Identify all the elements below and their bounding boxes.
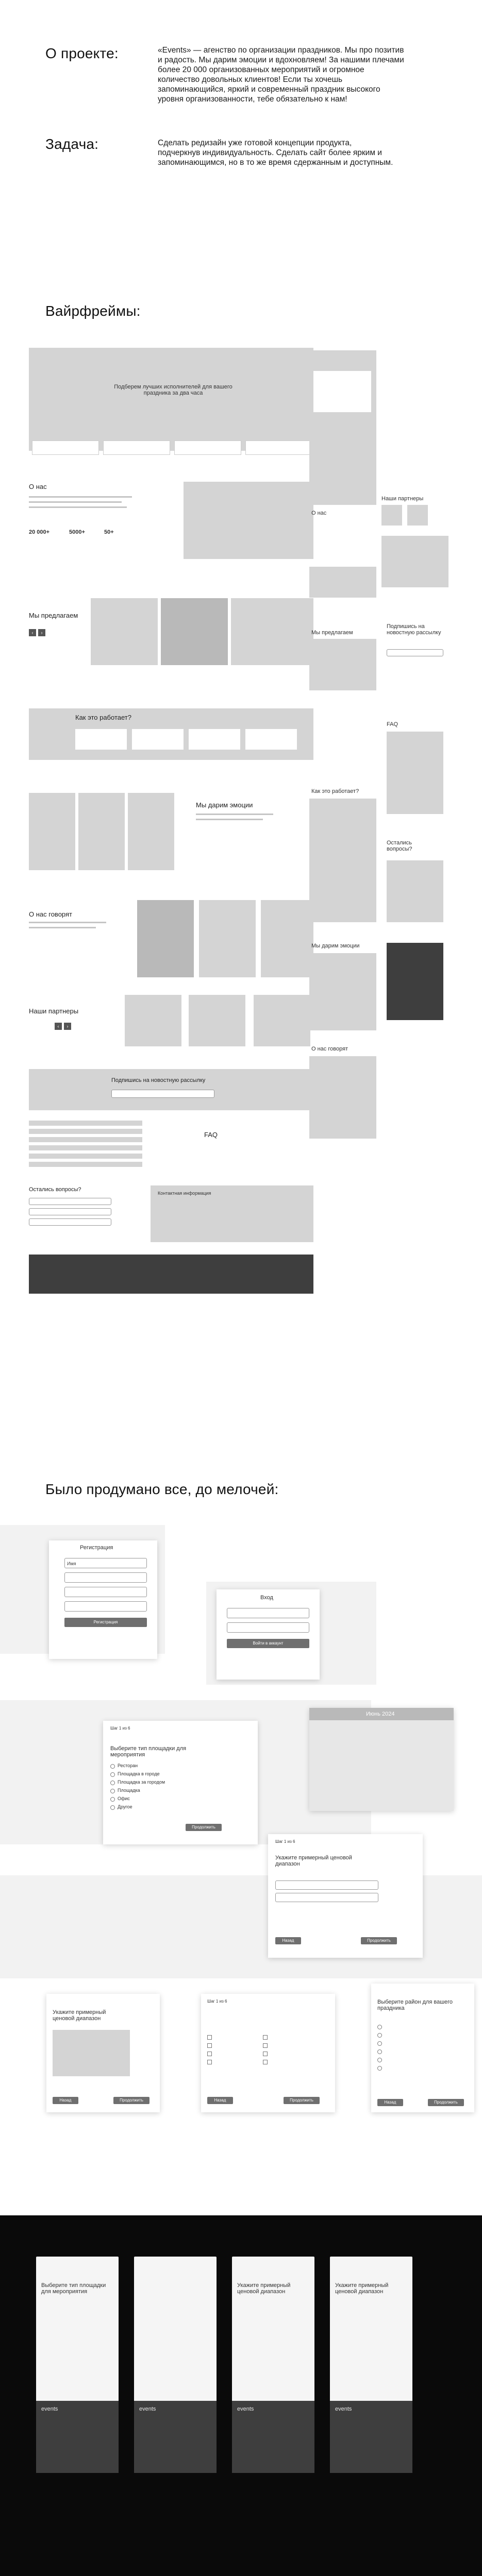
area-back[interactable]: Назад (377, 2099, 403, 2106)
ms1-question: Выберите тип площадки для мероприятия (41, 2282, 106, 2295)
mobile-screen-4 (330, 2257, 412, 2473)
m-faq: FAQ (387, 721, 398, 727)
calendar (309, 1708, 454, 1811)
hero-tiles (29, 435, 313, 456)
emotions-label: Мы дарим эмоции (196, 801, 253, 809)
stat-2: 5000+ (69, 529, 85, 535)
subscribe-label: Подпишись на новостную рассылку (111, 1077, 206, 1083)
register-title: Регистрация (80, 1545, 113, 1551)
faq-label: FAQ (204, 1131, 218, 1139)
area-question: Выберите район для вашего праздника (377, 1999, 453, 2011)
register-button[interactable]: Регистрация (64, 1618, 147, 1627)
register-phone[interactable] (64, 1587, 147, 1597)
contacts-label: Контактная информация (158, 1191, 211, 1196)
partners-prev[interactable]: ‹ (55, 1023, 62, 1030)
offer-card-2 (161, 598, 228, 665)
mobile-screens-band (0, 2215, 482, 2576)
login-password[interactable] (227, 1622, 309, 1633)
venue-option-4[interactable]: Площадка (118, 1788, 140, 1793)
register-password[interactable] (64, 1601, 147, 1612)
price2-next[interactable]: Продолжить (113, 2097, 149, 2104)
m-emotions: Мы дарим эмоции (311, 943, 360, 949)
m-offer: Мы предлагаем (311, 630, 353, 636)
about-text: «Events» — агенство по организации праздников. Мы про позитив и радость. Мы дарим эмоции и вдохновляем! За нашими плечами более 20 000 организованных мероприятий и огромное количество довольных клиентов! Если ты хочешь запоминающийся, яркий и современный праздник высокого уровня организованности, тебе обязательно к нам! (158, 46, 404, 104)
offer-prev[interactable]: ‹ (29, 629, 36, 636)
guests-modal (201, 1994, 335, 2112)
questions-phone[interactable] (29, 1208, 111, 1215)
m-questions: Остались вопросы? (387, 840, 412, 852)
m-how: Как это работает? (311, 788, 359, 794)
wireframes-heading: Вайрфреймы: (45, 303, 141, 319)
task-heading: Задача: (45, 136, 99, 152)
area-modal (371, 1984, 474, 2112)
venue-option-2[interactable]: Площадка в городе (118, 1771, 160, 1776)
emotions-img-3 (128, 793, 174, 870)
price-modal-2 (46, 1994, 160, 2112)
questions-label: Остались вопросы? (29, 1187, 81, 1193)
reviews-label: О нас говорят (29, 910, 72, 918)
ms4-brand: events (335, 2406, 352, 2412)
stat-3: 50+ (104, 529, 114, 535)
offer-next[interactable]: › (38, 629, 45, 636)
partners-next[interactable]: › (64, 1023, 71, 1030)
venue-step: Шаг 1 из 6 (110, 1726, 130, 1731)
venue-question: Выберите тип площадки для мероприятия (110, 1745, 187, 1758)
partners-label: Наши партнеры (29, 1007, 79, 1015)
guests-back[interactable]: Назад (207, 2097, 233, 2104)
m-partners: Наши партнеры (381, 496, 424, 502)
offer-card-1 (91, 598, 158, 665)
emotions-img-1 (29, 793, 75, 870)
about-section-label: О нас (29, 483, 47, 490)
ms1-brand: events (41, 2406, 58, 2412)
review-card-2 (199, 900, 256, 977)
login-modal (217, 1589, 320, 1680)
m-subscribe: Подпишись на новостную рассылку (387, 623, 441, 636)
price1-input-1[interactable] (275, 1880, 378, 1890)
venue-option-6[interactable]: Другое (118, 1804, 132, 1809)
mobile-screen-3 (232, 2257, 314, 2473)
price2-back[interactable]: Назад (53, 2097, 78, 2104)
venue-option-5[interactable]: Офис (118, 1796, 130, 1801)
price1-step: Шаг 1 из 6 (275, 1839, 295, 1844)
price1-input-2[interactable] (275, 1893, 378, 1902)
emotions-img-2 (78, 793, 125, 870)
guests-step: Шаг 1 из 6 (207, 1999, 227, 2004)
offer-card-3 (231, 598, 313, 665)
venue-modal (103, 1721, 258, 1844)
partner-3 (254, 995, 310, 1046)
about-image (184, 482, 313, 559)
venue-option-1[interactable]: Ресторан (118, 1763, 138, 1768)
login-title: Вход (260, 1595, 273, 1601)
questions-name[interactable] (29, 1198, 111, 1205)
m-reviews: О нас говорят (311, 1046, 348, 1052)
login-email[interactable] (227, 1608, 309, 1618)
mobile-screen-1 (36, 2257, 119, 2473)
partner-1 (125, 995, 181, 1046)
venue-next[interactable]: Продолжить (186, 1824, 222, 1831)
questions-text[interactable] (29, 1218, 111, 1226)
m-about: О нас (311, 510, 327, 516)
subscribe-input[interactable] (111, 1090, 214, 1098)
price1-question: Укажите примерный ценовой диапазон (275, 1855, 352, 1867)
how-label: Как это работает? (75, 714, 131, 721)
review-card-3 (261, 900, 313, 977)
register-name[interactable]: Имя (64, 1558, 147, 1568)
task-text: Сделать редизайн уже готовой концепции продукта, подчеркнув индивидуальность. Сделать сайт более ярким и запоминающимся, но в то же время сдержанным и доступным. (158, 139, 393, 167)
hero-text: Подберем лучших исполнителей для вашего праздника за два часа (114, 384, 232, 396)
details-heading: Было продумано все, до мелочей: (45, 1481, 279, 1497)
desktop-footer (29, 1255, 313, 1294)
ms4-question: Укажите примерный ценовой диапазон (335, 2282, 389, 2295)
register-modal (49, 1540, 157, 1659)
venue-option-3[interactable]: Площадка за городом (118, 1780, 165, 1785)
area-next[interactable]: Продолжить (428, 2099, 464, 2106)
m-subscribe-input[interactable] (387, 649, 443, 656)
guests-next[interactable]: Продолжить (284, 2097, 320, 2104)
login-button[interactable]: Войти в аккаунт (227, 1639, 309, 1648)
mobile-wireframe (309, 350, 454, 1587)
about-heading: О проекте: (45, 45, 119, 61)
offer-label: Мы предлагаем (29, 612, 78, 619)
ms3-brand: events (237, 2406, 254, 2412)
stat-1: 20 000+ (29, 529, 50, 535)
review-card-1 (137, 900, 194, 977)
desktop-wireframe (29, 348, 313, 1481)
ms2-brand: events (139, 2406, 156, 2412)
ms3-question: Укажите примерный ценовой диапазон (237, 2282, 291, 2295)
price1-back[interactable]: Назад (275, 1937, 301, 1944)
register-email[interactable] (64, 1572, 147, 1583)
price1-next[interactable]: Продолжить (361, 1937, 397, 1944)
price2-question: Укажите примерный ценовой диапазон (53, 2009, 106, 2022)
price-modal-1 (268, 1834, 423, 1958)
partner-2 (189, 995, 245, 1046)
calendar-month: Июнь 2024 (366, 1711, 395, 1717)
mobile-screen-2 (134, 2257, 217, 2473)
